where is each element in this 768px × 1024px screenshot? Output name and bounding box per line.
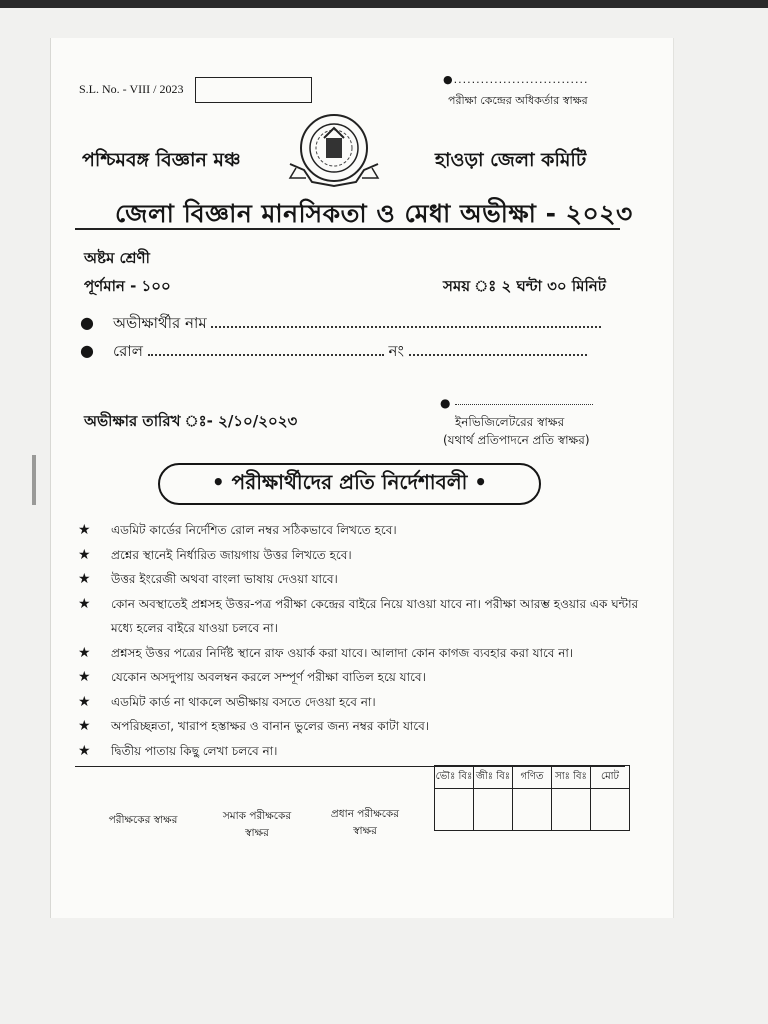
bullet-icon: ●	[440, 396, 451, 410]
invigilator-note: (যথার্থ প্রতিপাদনে প্রতি স্বাক্ষর)	[443, 433, 590, 447]
instruction-text: অপরিচ্ছন্নতা, খারাপ হস্তাক্ষর ও বানান ভুলের জন্য নম্বর কাটা যাবে।	[111, 719, 430, 733]
scan-edge	[0, 0, 768, 8]
list-item	[78, 739, 638, 764]
serial-number-label: S.L. No. - VIII / 2023	[79, 82, 184, 96]
scrutiniser-signature-label: সমাক পরীক্ষকের স্বাক্ষর	[222, 810, 292, 839]
list-item	[78, 665, 638, 690]
instruction-text: কোন অবস্থাতেই প্রশ্নসহ উত্তর-পত্র পরীক্ষা কেন্দ্রের বাইরে নিয়ে যাওয়া যাবে না। পরীক্ষা আরম্ভ হওয়ার এক ঘন্টার মধ্যে হলের বাইরে যাওয়া চলবে না।	[111, 596, 639, 635]
column-header: জীঃ বিঃ	[474, 766, 513, 789]
star-icon: ★	[78, 644, 91, 661]
exam-title: জেলা বিজ্ঞান মানসিকতা ও মেধা অভীক্ষা - ২০২৩	[115, 199, 633, 228]
score-cell[interactable]	[435, 789, 474, 831]
instruction-text: প্রশ্নসহ উত্তর পত্রের নির্দিষ্ট স্থানে রাফ ওয়ার্ক করা যাবে। আলাদা কোন কাগজ ব্যবহার করা যাবে না।	[111, 645, 574, 660]
roll-number-row	[80, 340, 587, 365]
star-icon: ★	[78, 571, 91, 587]
column-header: গণিত	[513, 766, 552, 789]
instruction-text: দ্বিতীয় পাতায় কিছু লেখা চলবে না।	[111, 743, 278, 758]
instruction-text: এডমিট কার্ডের নির্দেশিত রোল নম্বর সঠিকভাবে লিখতে হবে।	[111, 523, 397, 537]
score-cell[interactable]	[474, 789, 513, 831]
instruction-text: যেকোন অসদুপায় অবলম্বন করলে সম্পূর্ণ পরীক্ষা বাতিল হয়ে যাবে।	[111, 670, 426, 684]
list-item	[78, 592, 656, 641]
invigilator-signature-label: ইনভিজিলেটরের স্বাক্ষর	[455, 415, 565, 429]
list-item	[78, 690, 638, 715]
star-icon: ★	[78, 522, 91, 538]
table-header-row	[435, 766, 630, 789]
column-header: মোট	[591, 766, 630, 789]
centre-signature-line: ●..............................	[443, 73, 589, 86]
district-committee: হাওড়া জেলা কমিটি	[435, 149, 587, 171]
column-header: ভৌঃ বিঃ	[435, 766, 474, 789]
score-cell[interactable]	[513, 789, 552, 831]
instructions-list	[78, 518, 638, 763]
candidate-name-label: অভীক্ষার্থীর নাম	[113, 314, 207, 332]
head-examiner-signature-label: প্রধান পরীক্ষকের স্বাক্ষর	[330, 808, 400, 837]
instruction-text: এডমিট কার্ড না থাকলে অভীক্ষায় বসতে দেওয়া হবে না।	[111, 694, 376, 709]
roll-label: রোল	[113, 342, 143, 360]
exam-duration: সময় ঃ ২ ঘন্টা ৩০ মিনিট	[443, 277, 606, 295]
star-icon: ★	[78, 718, 91, 734]
star-icon: ★	[78, 546, 91, 563]
star-icon: ★	[78, 669, 91, 685]
page-crease	[32, 455, 36, 505]
list-item	[78, 641, 638, 666]
full-marks: পূর্ণমান - ১০০	[84, 277, 171, 295]
candidate-name-row	[80, 312, 601, 337]
candidate-name-field[interactable]	[211, 314, 601, 328]
list-item	[78, 714, 638, 739]
table-row	[435, 789, 630, 831]
star-icon: ★	[78, 595, 91, 612]
instructions-heading: • পরীক্ষার্থীদের প্রতি নির্দেশাবলী •	[158, 463, 541, 505]
exam-date: অভীক্ষার তারিখ ঃ- ২/১০/২০২৩	[84, 412, 298, 430]
emblem-logo	[286, 108, 382, 192]
number-label: নং	[388, 342, 404, 360]
instruction-text: উত্তর ইংরেজী অথবা বাংলা ভাষায় দেওয়া যাবে।	[111, 572, 338, 586]
star-icon: ★	[78, 693, 91, 710]
column-header: সাঃ বিঃ	[552, 766, 591, 789]
bullet-icon: ●	[80, 341, 94, 360]
title-divider	[75, 228, 620, 230]
score-cell[interactable]	[552, 789, 591, 831]
centre-signature-label: পরীক্ষা কেন্দ্রের অধিকর্তার স্বাক্ষর	[448, 94, 588, 107]
star-icon: ★	[78, 742, 91, 759]
class-label: অষ্টম শ্রেণী	[84, 249, 150, 267]
number-field[interactable]	[409, 342, 587, 356]
organization-name: পশ্চিমবঙ্গ বিজ্ঞান মঞ্চ	[82, 149, 241, 171]
list-item	[78, 543, 638, 568]
score-table	[434, 765, 630, 831]
roll-field[interactable]	[148, 342, 384, 356]
instruction-text: প্রশ্নের স্থানেই নির্ধারিত জায়গায় উত্তর লিখতে হবে।	[111, 547, 352, 562]
bullet-icon: ●	[80, 313, 94, 332]
serial-number-box[interactable]	[195, 77, 312, 103]
list-item	[78, 518, 638, 543]
list-item	[78, 567, 638, 592]
examiner-signature-label: পরীক্ষকের স্বাক্ষর	[108, 814, 178, 826]
invigilator-signature-line[interactable]	[455, 404, 593, 405]
score-cell[interactable]	[591, 789, 630, 831]
